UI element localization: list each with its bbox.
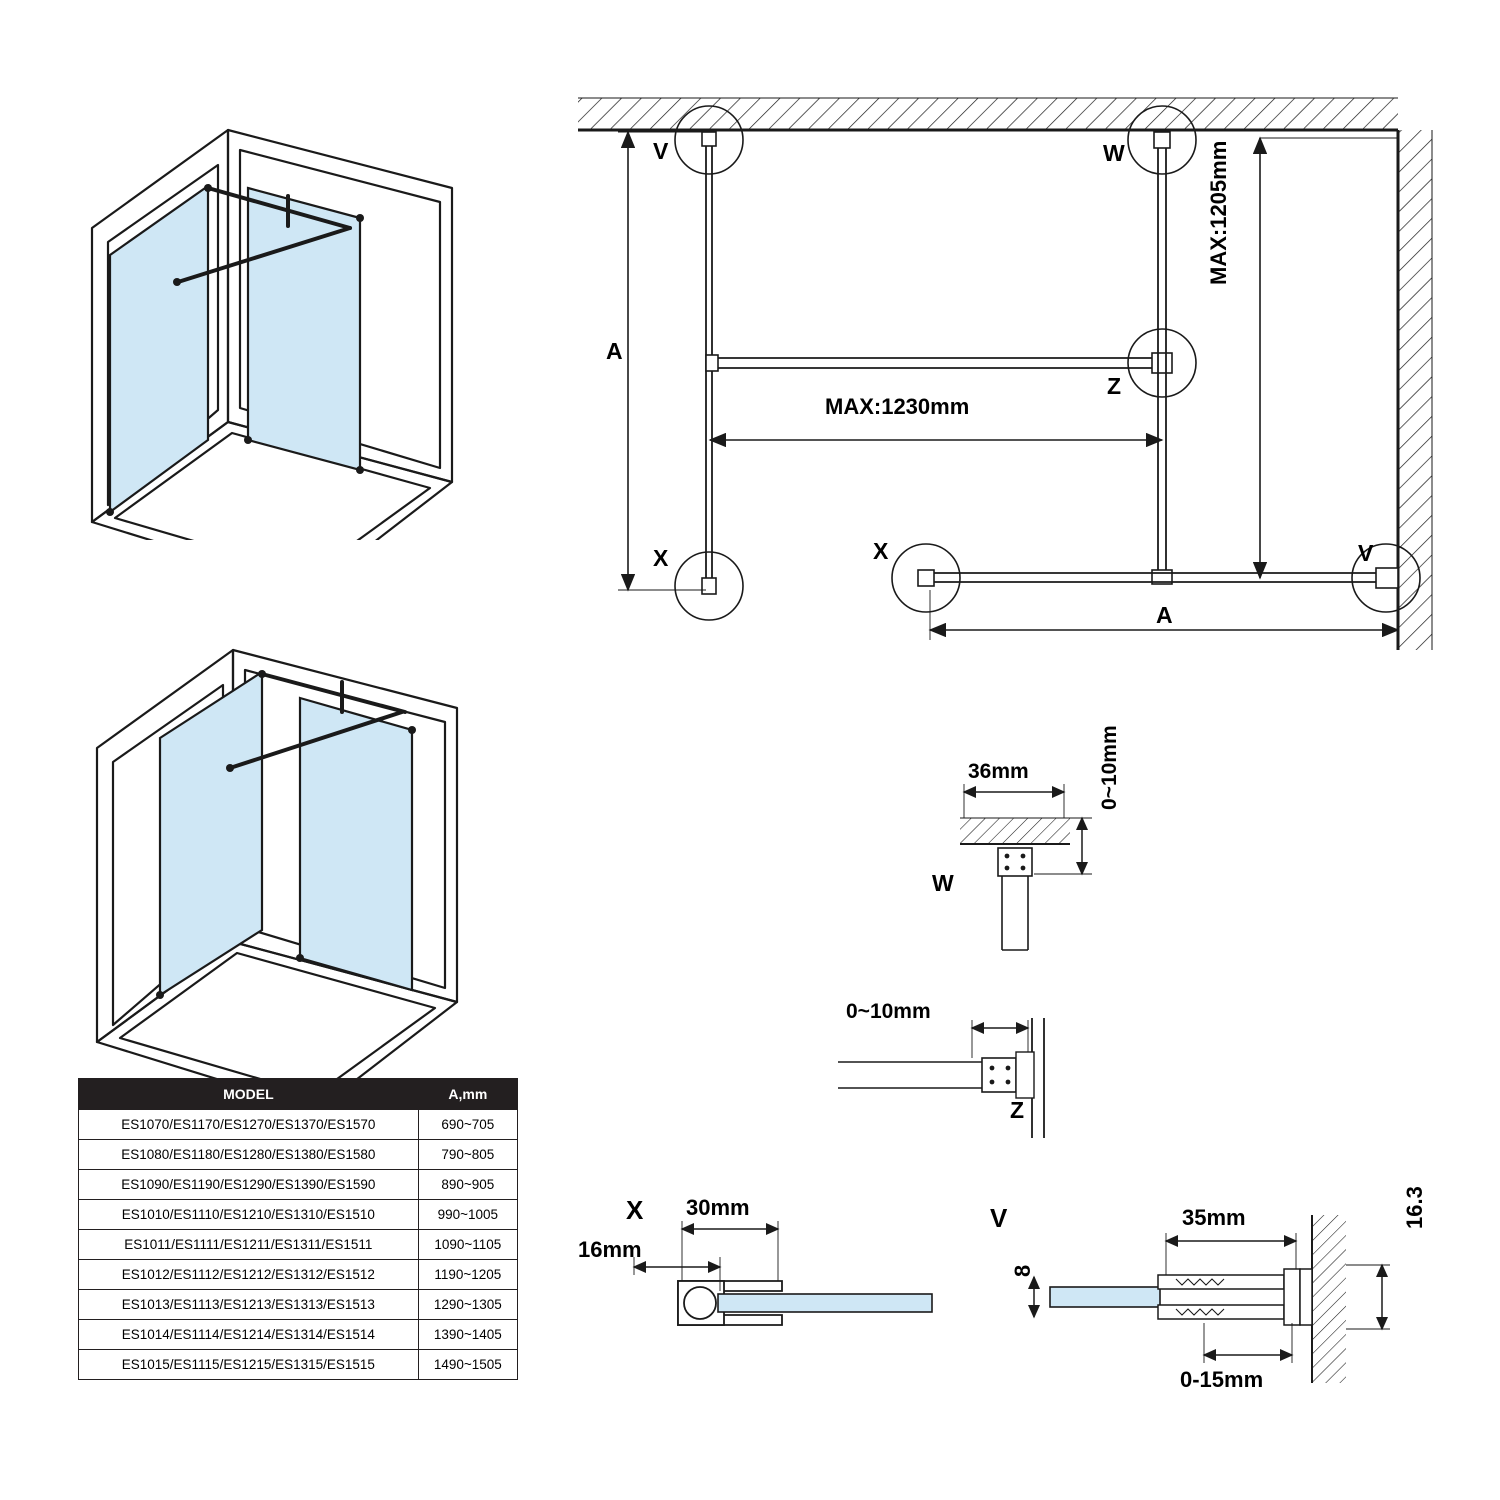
cell-model: ES1015/ES1115/ES1215/ES1315/ES1515 [79, 1350, 419, 1380]
cell-model: ES1013/ES1113/ES1213/ES1313/ES1513 [79, 1290, 419, 1320]
callout-label-x-left: X [653, 545, 669, 571]
table-header-row [79, 1079, 518, 1110]
detail-w-dim-width: 36mm [968, 760, 1029, 783]
detail-v-dim-adjust: 0-15mm [1180, 1367, 1264, 1392]
detail-x-dim-width: 30mm [686, 1195, 750, 1220]
detail-x [578, 1195, 1000, 1365]
detail-w-label: W [932, 870, 954, 896]
table-row [79, 1110, 518, 1140]
table-row [79, 1260, 518, 1290]
detail-x-label: X [626, 1195, 644, 1225]
callout-label-z: Z [1107, 373, 1122, 399]
table-row [79, 1230, 518, 1260]
detail-v [990, 1186, 1430, 1395]
table-row [79, 1200, 518, 1230]
cell-model: ES1012/ES1112/ES1212/ES1312/ES1512 [79, 1260, 419, 1290]
cell-a: 1190~1205 [418, 1260, 517, 1290]
cell-model: ES1011/ES1111/ES1211/ES1311/ES1511 [79, 1230, 419, 1260]
detail-w-dim-adjust: 0~10mm [1098, 725, 1121, 810]
model-spec-table [78, 1078, 518, 1380]
detail-z [820, 1000, 1100, 1150]
cell-model: ES1080/ES1180/ES1280/ES1380/ES1580 [79, 1140, 419, 1170]
cell-model: ES1090/ES1190/ES1290/ES1390/ES1590 [79, 1170, 419, 1200]
dim-label-max-width: MAX:1230mm [825, 394, 970, 419]
iso-view-top [60, 70, 480, 540]
cell-a: 1290~1305 [418, 1290, 517, 1320]
detail-v-dim-glass: 8 [1010, 1264, 1035, 1277]
iso-view-bottom [60, 590, 520, 1080]
dim-label-a-horizontal: A [1156, 602, 1173, 628]
plan-view [570, 70, 1470, 690]
callout-label-w: W [1103, 140, 1125, 166]
detail-v-dim-profile: 35mm [1182, 1205, 1246, 1230]
callout-label-x-bottom: X [873, 538, 889, 564]
col-header-a: A,mm [418, 1079, 517, 1110]
cell-model: ES1010/ES1110/ES1210/ES1310/ES1510 [79, 1200, 419, 1230]
cell-model: ES1070/ES1170/ES1270/ES1370/ES1570 [79, 1110, 419, 1140]
table-row [79, 1350, 518, 1380]
callout-label-v-top: V [653, 138, 669, 164]
detail-z-label: Z [1010, 1097, 1025, 1123]
table-row [79, 1290, 518, 1320]
cell-a: 1390~1405 [418, 1320, 517, 1350]
cell-a: 690~705 [418, 1110, 517, 1140]
detail-x-dim-height: 16mm [578, 1237, 642, 1262]
cell-a: 1490~1505 [418, 1350, 517, 1380]
col-header-model: MODEL [79, 1079, 419, 1110]
dim-label-max-depth: MAX:1205mm [1206, 140, 1231, 285]
table-row [79, 1140, 518, 1170]
cell-a: 990~1005 [418, 1200, 517, 1230]
detail-z-dim-adjust: 0~10mm [846, 1000, 931, 1023]
callout-label-v-bottom: V [1358, 540, 1374, 566]
cell-a: 1090~1105 [418, 1230, 517, 1260]
detail-v-dim-thickness: 16.3 [1402, 1186, 1427, 1229]
table-row [79, 1320, 518, 1350]
detail-w [930, 725, 1190, 970]
table-row [79, 1170, 518, 1200]
cell-a: 890~905 [418, 1170, 517, 1200]
detail-v-label: V [990, 1203, 1008, 1233]
cell-model: ES1014/ES1114/ES1214/ES1314/ES1514 [79, 1320, 419, 1350]
cell-a: 790~805 [418, 1140, 517, 1170]
dim-label-a-vertical: A [606, 338, 623, 364]
